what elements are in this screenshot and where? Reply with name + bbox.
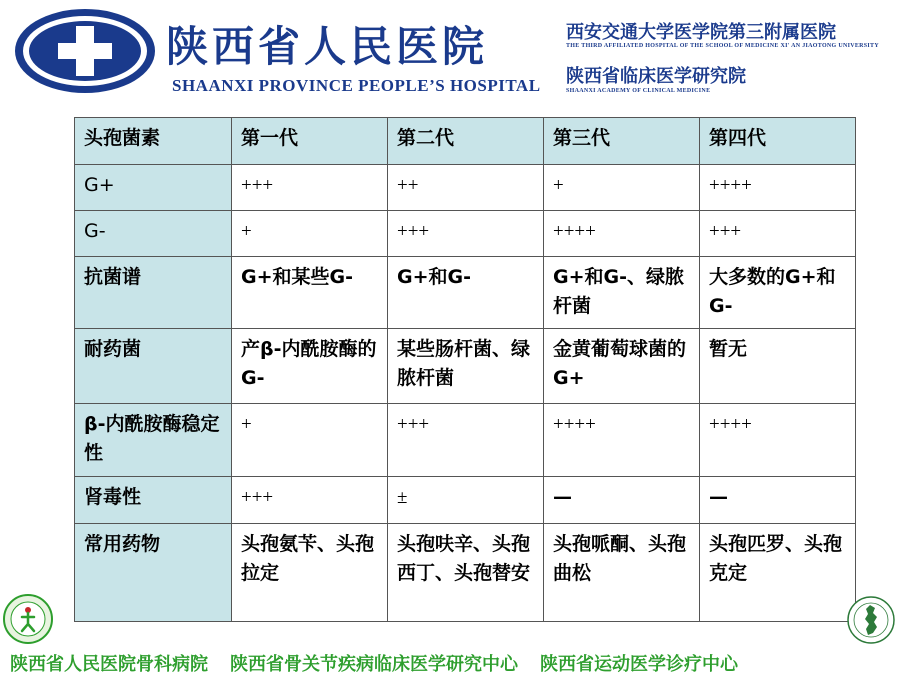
row-label: 肾毒性 [75, 477, 232, 524]
table-row [75, 211, 856, 257]
row-label: 耐药菌 [75, 329, 232, 404]
table-cell: ± [388, 477, 544, 524]
cephalosporin-table [74, 117, 856, 622]
table-cell: — [700, 477, 856, 524]
table-row [75, 329, 856, 404]
map-emblem-icon [846, 595, 896, 645]
footer [10, 650, 760, 676]
table-cell: +++ [388, 211, 544, 257]
orthopedic-emblem-icon [2, 593, 54, 645]
table-cell: — [544, 477, 700, 524]
footer-item: 陕西省人民医院骨科病院 [10, 654, 208, 675]
hospital-name-en: SHAANXI PROVINCE PEOPLE’S HOSPITAL [172, 76, 541, 95]
table-cell: 大多数的G+和G- [700, 257, 856, 329]
row-label: 抗菌谱 [75, 257, 232, 329]
affiliation-2-cn: 陕西省临床医学研究院 [566, 66, 746, 87]
table-cell: +++ [388, 404, 544, 477]
affiliation-2-en: SHAANXI ACADEMY OF CLINICAL MEDICINE [566, 88, 711, 94]
table-row [75, 477, 856, 524]
hospital-name-cn: 陕西省人民医院 [166, 22, 489, 71]
affiliation-1-cn: 西安交通大学医学院第三附属医院 [566, 22, 836, 43]
footer-item: 陕西省运动医学诊疗中心 [540, 654, 738, 675]
table-cell: 头孢匹罗、头孢克定 [700, 524, 856, 622]
table-cell: + [544, 165, 700, 211]
table-cell: 头孢哌酮、头孢曲松 [544, 524, 700, 622]
table-cell: 某些肠杆菌、绿脓杆菌 [388, 329, 544, 404]
table-cell: 头孢呋辛、头孢西丁、头孢替安 [388, 524, 544, 622]
table-cell: G+和某些G- [232, 257, 388, 329]
row-label: G+ [75, 165, 232, 211]
table-cell: +++ [232, 165, 388, 211]
table-cell: 产β-内酰胺酶的G- [232, 329, 388, 404]
table-cell: ++++ [700, 404, 856, 477]
table-cell: G+和G-、绿脓杆菌 [544, 257, 700, 329]
table-row [75, 257, 856, 329]
table-cell: +++ [232, 477, 388, 524]
table-cell: 暂无 [700, 329, 856, 404]
header-cell: 第一代 [232, 118, 388, 165]
table-cell: 金黄葡萄球菌的G+ [544, 329, 700, 404]
row-label: G- [75, 211, 232, 257]
table-cell: ++++ [544, 211, 700, 257]
row-label: β-内酰胺酶稳定性 [75, 404, 232, 477]
table-cell: + [232, 211, 388, 257]
row-label: 常用药物 [75, 524, 232, 622]
header-cell: 第二代 [388, 118, 544, 165]
table-header-row [75, 118, 856, 165]
table-row [75, 524, 856, 622]
header-cell: 第四代 [700, 118, 856, 165]
table-cell: +++ [700, 211, 856, 257]
table-cell: ++++ [700, 165, 856, 211]
header-cell: 头孢菌素 [75, 118, 232, 165]
affiliation-1-en: THE THIRD AFFILIATED HOSPITAL OF THE SCHOOL OF MEDICINE XI' AN JIAOTONG UNIVERSITY [566, 43, 879, 49]
table-cell: ++++ [544, 404, 700, 477]
table-cell: + [232, 404, 388, 477]
table-cell: 头孢氨苄、头孢拉定 [232, 524, 388, 622]
table-cell: G+和G- [388, 257, 544, 329]
header-cell: 第三代 [544, 118, 700, 165]
hospital-logo [12, 6, 158, 96]
table-row [75, 165, 856, 211]
table-row [75, 404, 856, 477]
table-cell: ++ [388, 165, 544, 211]
footer-item: 陕西省骨关节疾病临床医学研究中心 [230, 654, 518, 675]
